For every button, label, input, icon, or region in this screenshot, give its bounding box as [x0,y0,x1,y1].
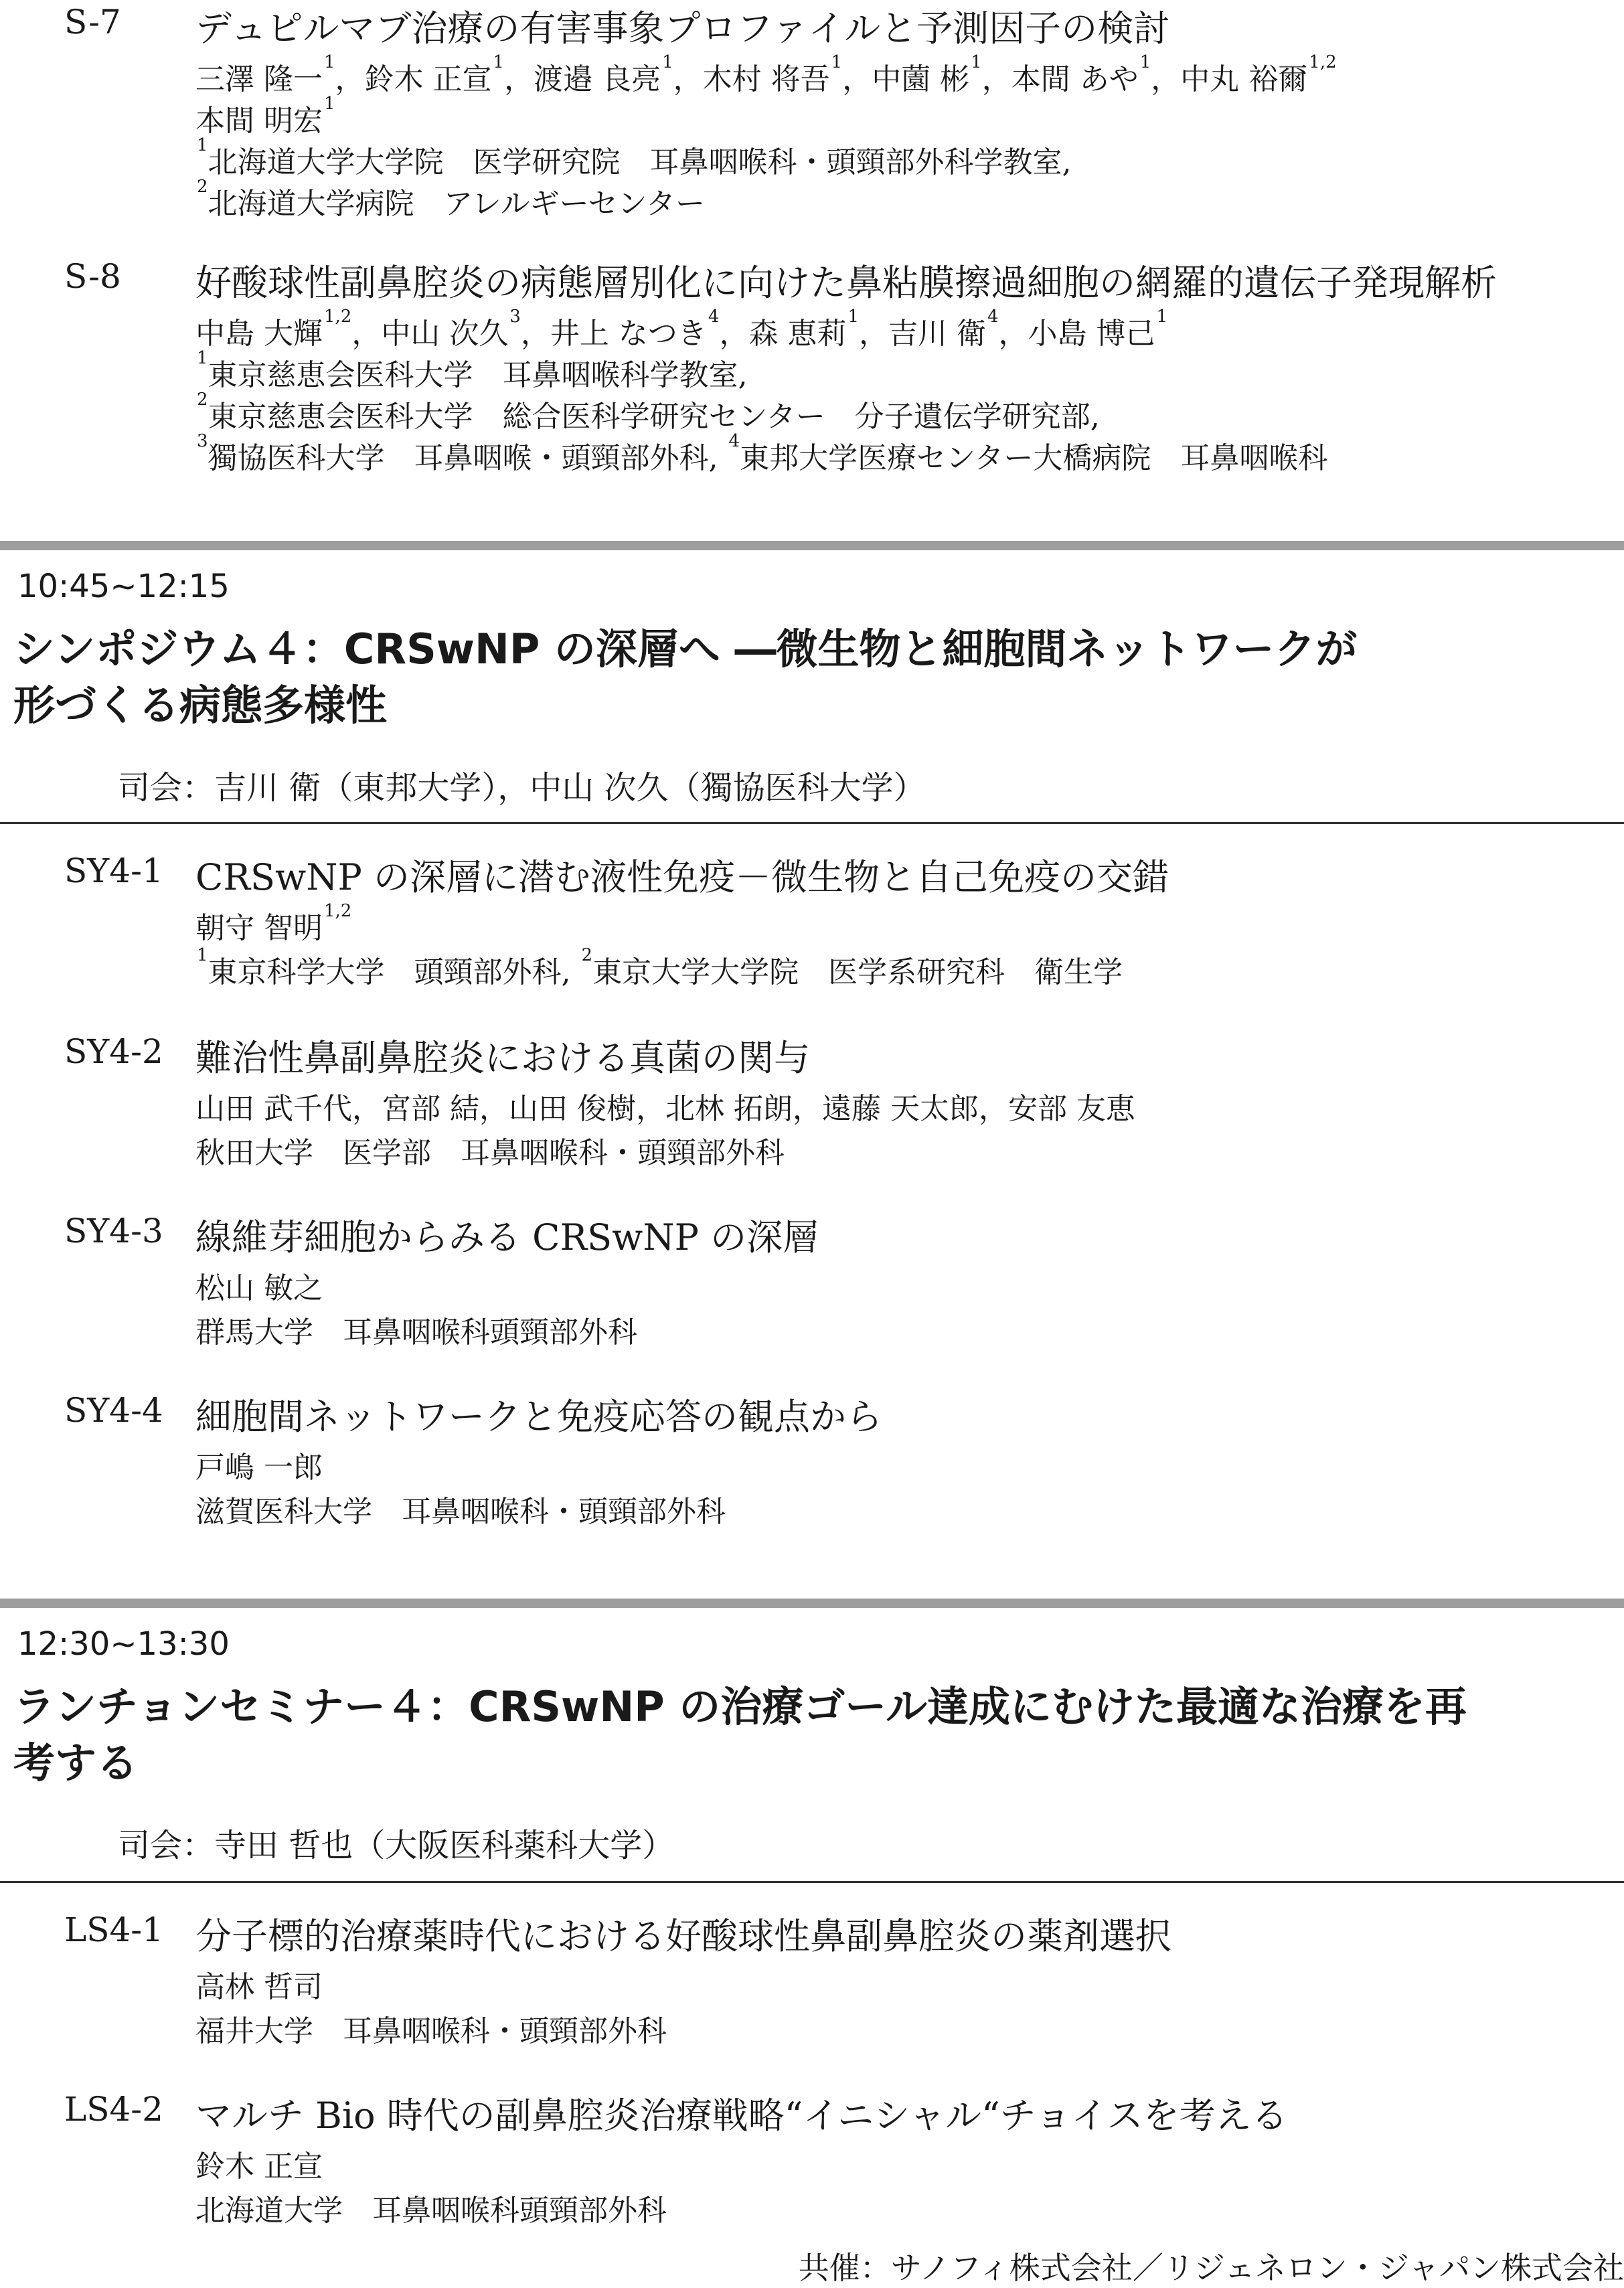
session-chair: 司会：吉川 衛（東邦大学），中山 次久（獨協医科大学） [118,769,926,807]
author-name: 山田 武千代 [195,1092,352,1126]
affiliation-text: 獨協医科大学 耳鼻咽喉・頭頸部外科, [208,441,718,475]
author-line [195,52,1337,98]
session-rule [0,822,1624,824]
session-title-line: シンポジウム４：CRSwNP の深層へ ―微生物と細胞間ネットワークが [13,625,1358,673]
section-divider [0,1599,1624,1608]
author-affiliation-mark: 1 [324,94,335,114]
affiliation-mark: 2 [581,945,593,965]
author-affiliation-mark: 3 [509,307,521,327]
author-name: 鈴木 正宣 [195,2149,323,2184]
author-name: 中島 大輝 [195,317,323,351]
author-affiliation-mark: 1 [1139,52,1151,72]
affiliation-text: 東京慈恵会医科大学 耳鼻咽喉科学教室, [208,358,748,392]
author-separator: ， [335,62,365,96]
author-separator: ， [1151,62,1181,96]
affiliation-line [195,348,748,394]
author-separator: ， [636,1092,665,1126]
affiliation-gap [571,955,580,989]
affiliation-text: 北海道大学病院 アレルギーセンター [208,187,706,221]
affiliation-mark: 4 [728,431,740,451]
author-name: 松山 敏之 [195,1271,323,1305]
author-name: 本間 あや [1011,62,1139,96]
author-name: 高林 哲司 [195,1970,323,2004]
affiliation-text: 群馬大学 耳鼻咽喉科頭頸部外科 [195,1315,637,1350]
author-separator: ， [504,62,534,96]
author-name: 三澤 隆一 [195,62,323,96]
affiliation-text: 北海道大学 耳鼻咽喉科頭頸部外科 [195,2194,667,2228]
talk-code: LS4-1 [64,1910,163,1949]
affiliation-line [195,1129,785,1171]
author-name: 戸嶋 一郎 [195,1451,323,1485]
talk-code: S-7 [64,3,121,42]
talk-code: SY4-2 [64,1032,163,1071]
affiliation-mark: 2 [197,390,208,410]
author-line [195,2142,323,2185]
session-chair: 司会：寺田 哲也（大阪医科薬科大学） [118,1827,675,1864]
talk-code: S-8 [64,257,121,296]
sponsor-credit: 共催：サノフィ株式会社／リジェネロン・ジャパン株式会社 [798,2250,1624,2286]
affiliation-mark: 3 [197,431,208,451]
affiliation-text: 東京慈恵会医科大学 総合医科学研究センター 分子遺伝学研究部, [208,400,1100,434]
author-name: 中丸 裕爾 [1180,62,1308,96]
author-separator: ， [673,62,703,96]
author-affiliation-mark: 1 [971,52,982,72]
affiliation-line [195,2186,667,2229]
talk-title: デュピルマブ治療の有害事象プロファイルと予測因子の検討 [195,7,1170,50]
affiliation-line [195,392,1100,435]
author-separator: ， [981,62,1011,96]
affiliation-text: 東邦大学医療センター大橋病院 耳鼻咽喉科 [740,441,1328,475]
author-line [195,96,335,139]
author-separator: ， [979,1092,1008,1126]
author-name: 北林 拓朗 [665,1092,793,1126]
author-line [195,1264,323,1307]
author-name: 遠藤 天太郎 [822,1092,979,1126]
author-line [195,1084,1135,1127]
talk-code: SY4-1 [64,851,163,890]
talk-title: 分子標的治療薬時代における好酸球性鼻副鼻腔炎の薬剤選択 [195,1915,1171,1957]
affiliation-line [195,2007,667,2050]
author-name: 井上 なつき [550,317,707,351]
author-name: 吉川 衛 [888,317,986,351]
affiliation-line [195,1487,726,1530]
affiliation-gap [718,441,728,475]
author-affiliation-mark: 4 [708,307,720,327]
author-line [195,309,1167,352]
author-line [195,1443,323,1486]
author-separator: ， [859,317,888,351]
author-separator: ， [719,317,749,351]
author-affiliation-mark: 1,2 [324,307,352,327]
author-affiliation-mark: 1 [847,307,859,327]
author-affiliation-mark: 1 [324,52,335,72]
talk-title: 線維芽細胞からみる CRSwNP の深層 [195,1216,819,1258]
session-rule [0,1881,1624,1883]
affiliation-line [195,945,1123,991]
author-name: 鈴木 正宣 [364,62,492,96]
talk-title: 好酸球性副鼻腔炎の病態層別化に向けた鼻粘膜擦過細胞の網羅的遺伝子発現解析 [195,262,1497,304]
author-separator: ， [520,317,550,351]
talk-title: マルチ Bio 時代の副鼻腔炎治療戦略“イニシャル“チョイスを考える [195,2095,1288,2137]
affiliation-text: 東京科学大学 頭頸部外科, [208,955,571,989]
session-title-line: 形づくる病態多様性 [13,681,388,730]
section-divider [0,541,1624,550]
author-separator: ， [842,62,872,96]
author-affiliation-mark: 1 [831,52,843,72]
author-name: 中薗 彬 [872,62,970,96]
author-separator: ， [352,1092,382,1126]
affiliation-line [195,179,705,222]
author-line [195,901,352,947]
affiliation-mark: 1 [197,135,208,155]
affiliation-text: 東京大学大学院 医学系研究科 衛生学 [592,955,1123,989]
affiliation-line [195,135,1072,181]
author-separator: ， [351,317,382,351]
talk-code: LS4-2 [64,2090,163,2129]
author-affiliation-mark: 4 [987,307,999,327]
session-title-line: ランチョンセミナー４：CRSwNP の治療ゴール達成にむけた最適な治療を再 [13,1682,1467,1731]
author-name: 渡邉 良亮 [534,62,661,96]
session-time: 12:30~13:30 [17,1625,230,1663]
talk-title: 細胞間ネットワークと免疫応答の観点から [195,1396,882,1438]
affiliation-line [195,1308,637,1351]
author-name: 朝守 智明 [195,911,323,945]
affiliation-text: 福井大学 耳鼻咽喉科・頭頸部外科 [195,2014,667,2048]
session-title-line: 考する [13,1738,139,1787]
author-separator: ， [793,1092,822,1126]
affiliation-text: 秋田大学 医学部 耳鼻咽喉科・頭頸部外科 [195,1136,785,1170]
author-name: 本間 明宏 [195,104,323,138]
affiliation-text: 滋賀医科大学 耳鼻咽喉科・頭頸部外科 [195,1495,726,1529]
talk-code: SY4-4 [64,1391,163,1430]
author-name: 森 恵莉 [748,317,847,351]
author-affiliation-mark: 1 [662,52,673,72]
author-name: 小島 博己 [1028,317,1155,351]
author-line [195,1963,323,2006]
talk-title: 難治性鼻副鼻腔炎における真菌の関与 [195,1037,810,1079]
author-separator: ， [479,1092,509,1126]
author-name: 山田 俊樹 [509,1092,636,1126]
affiliation-mark: 1 [197,945,208,965]
author-affiliation-mark: 1,2 [1309,52,1337,72]
author-separator: ， [998,317,1028,351]
session-title [13,621,1607,734]
affiliation-mark: 2 [197,177,208,197]
author-affiliation-mark: 1,2 [324,901,352,921]
affiliation-text: 北海道大学大学院 医学研究院 耳鼻咽喉科・頭頸部外科学教室, [208,145,1072,179]
session-time: 10:45~12:15 [17,568,230,605]
affiliation-mark: 1 [197,348,208,368]
author-name: 中山 次久 [381,317,509,351]
talk-title: CRSwNP の深層に潜む液性免疫－微生物と自己免疫の交錯 [195,856,1169,898]
author-name: 宮部 結 [382,1092,479,1126]
author-affiliation-mark: 1 [493,52,505,72]
affiliation-line [195,431,1328,477]
author-affiliation-mark: 1 [1156,307,1168,327]
talk-code: SY4-3 [64,1212,163,1250]
author-name: 木村 将吾 [702,62,830,96]
author-name: 安部 友恵 [1008,1092,1135,1126]
session-title [13,1679,1607,1791]
